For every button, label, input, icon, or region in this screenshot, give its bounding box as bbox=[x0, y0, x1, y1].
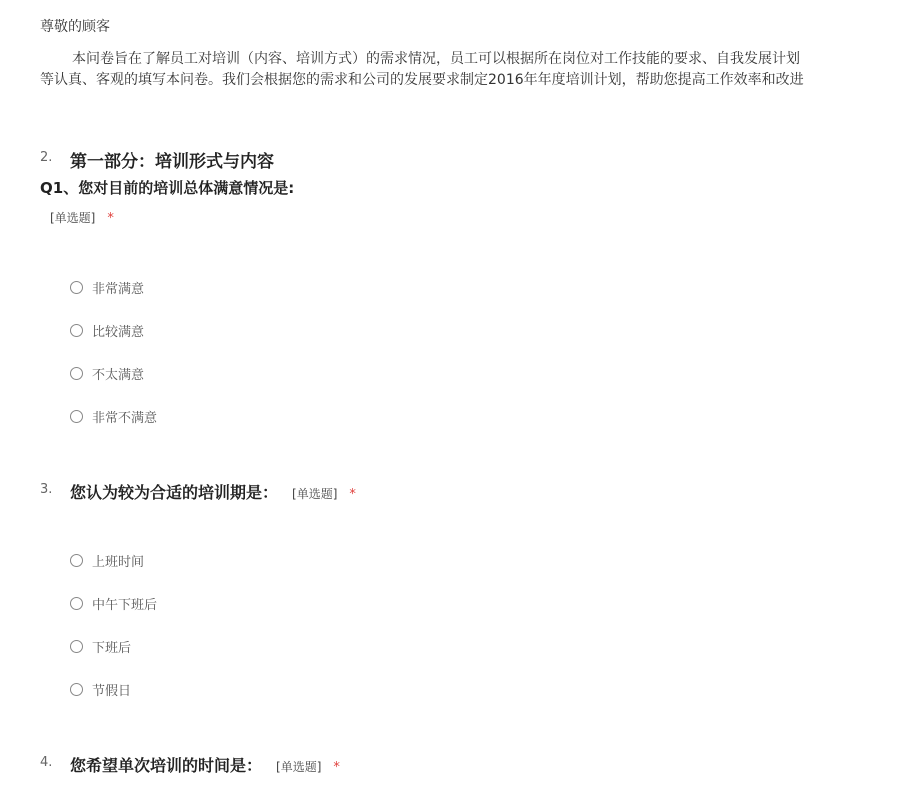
radio-icon[interactable] bbox=[70, 640, 83, 653]
radio-icon[interactable] bbox=[70, 367, 83, 380]
required-mark: * bbox=[333, 760, 340, 775]
question-title bbox=[70, 753, 340, 776]
question-type-tag bbox=[50, 209, 114, 226]
option-holidays[interactable] bbox=[70, 680, 131, 699]
option-label: 下班后 bbox=[92, 641, 132, 656]
question-title-text: 您希望单次培训的时间是： bbox=[70, 756, 263, 775]
question-number: 2. bbox=[40, 150, 53, 165]
section-title: 第一部分：培训形式与内容 bbox=[70, 152, 274, 172]
question-title: Q1、您对目前的培训总体满意情况是: bbox=[40, 179, 295, 197]
radio-icon[interactable] bbox=[70, 410, 83, 423]
required-mark: * bbox=[107, 211, 114, 226]
question-type-tag: [单选题] bbox=[276, 760, 322, 774]
option-label: 节假日 bbox=[92, 684, 132, 699]
option-after-lunch[interactable] bbox=[70, 594, 157, 613]
option-very-unsatisfied[interactable] bbox=[70, 407, 157, 426]
question-title bbox=[70, 480, 356, 503]
option-label: 中午下班后 bbox=[92, 598, 158, 613]
radio-icon[interactable] bbox=[70, 683, 83, 696]
option-very-satisfied[interactable] bbox=[70, 278, 144, 297]
question-number: 3. bbox=[40, 482, 53, 497]
question-title-text: 您认为较为合适的培训期是： bbox=[70, 483, 279, 502]
required-mark: * bbox=[349, 487, 356, 502]
option-fairly-satisfied[interactable] bbox=[70, 321, 144, 340]
intro-line-1: 本问卷旨在了解员工对培训（内容、培训方式）的需求情况，员工可以根据所在岗位对工作技能的要求、自我发展计划 bbox=[72, 51, 800, 67]
option-label: 上班时间 bbox=[92, 555, 145, 570]
option-label: 不太满意 bbox=[92, 368, 145, 383]
option-label: 非常不满意 bbox=[92, 411, 158, 426]
option-not-very-satisfied[interactable] bbox=[70, 364, 144, 383]
type-tag-text: [单选题] bbox=[50, 211, 96, 225]
radio-icon[interactable] bbox=[70, 597, 83, 610]
intro-line-2: 等认真、客观的填写本问卷。我们会根据您的需求和公司的发展要求制定2016年年度培训计划，帮助您提高工作效率和改进 bbox=[40, 72, 804, 88]
radio-icon[interactable] bbox=[70, 281, 83, 294]
survey-intro bbox=[40, 49, 900, 91]
option-label: 非常满意 bbox=[92, 282, 145, 297]
option-label: 比较满意 bbox=[92, 325, 145, 340]
question-number: 4. bbox=[40, 755, 53, 770]
greeting-text: 尊敬的顾客 bbox=[40, 19, 110, 35]
option-after-work[interactable] bbox=[70, 637, 131, 656]
question-type-tag: [单选题] bbox=[292, 487, 338, 501]
radio-icon[interactable] bbox=[70, 324, 83, 337]
option-work-hours[interactable] bbox=[70, 551, 144, 570]
radio-icon[interactable] bbox=[70, 554, 83, 567]
